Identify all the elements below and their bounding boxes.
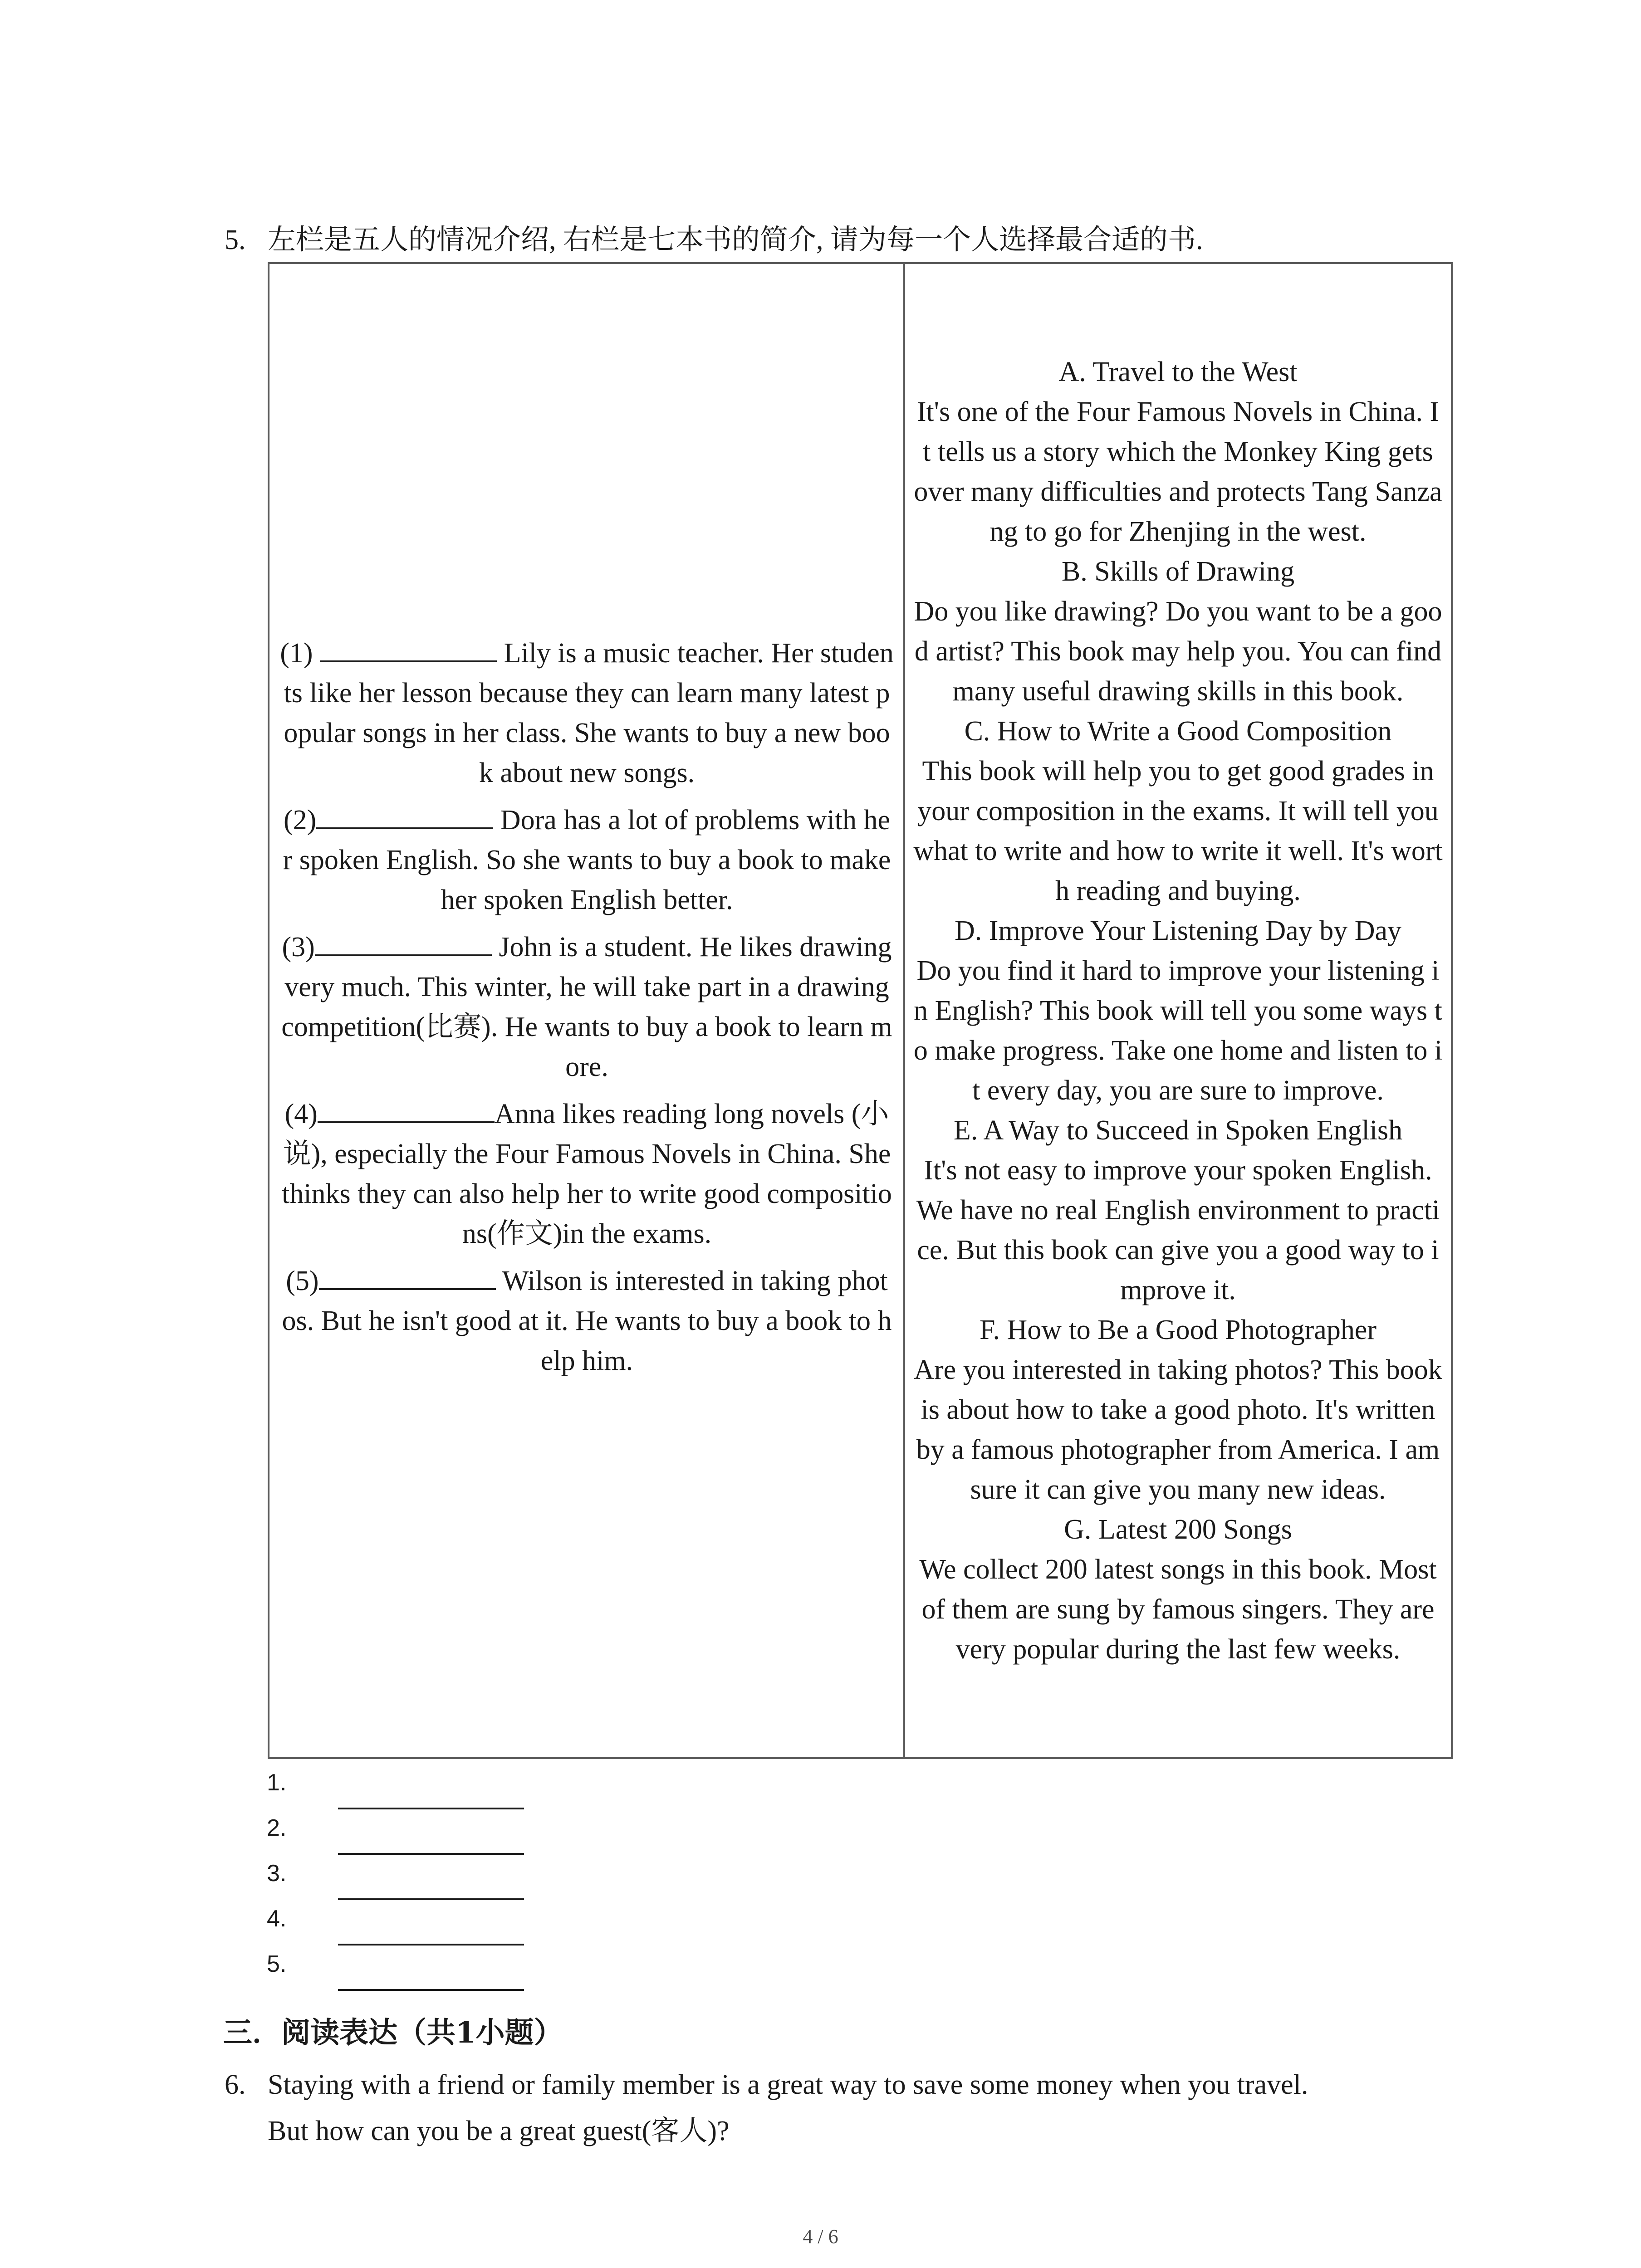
book-item [913,711,1443,911]
answer-blank[interactable] [319,1261,496,1290]
section-title: 三．阅读表达（共1小题） [223,2016,563,2050]
book-item [913,1310,1443,1510]
person-item: (5) Wilson is interested in taking photos. But he isn't good at it. He wants to buy a book to help him. [279,1261,894,1381]
answer-row: 3. [267,1860,287,1887]
book-title: D. Improve Your Listening Day by Day [954,915,1401,946]
book-description: This book will help you to get good grades in your composition in the exams. It will tell you what to write and how to write it well. It's worth reading and buying. [913,756,1443,906]
question-number: 6. [225,2069,246,2100]
answer-blank[interactable] [316,800,493,829]
answer-line[interactable] [338,1898,524,1900]
answer-blank[interactable] [318,1094,495,1123]
answer-line[interactable] [338,1853,524,1855]
person-item: (3) John is a student. He likes drawing very much. This winter, he will take part in a drawing competition(比赛). He wants to buy a book to learn more. [279,927,894,1087]
book-title: G. Latest 200 Songs [1064,1514,1292,1545]
answer-blank[interactable] [315,927,492,956]
books-column [904,263,1452,1758]
book-item [913,1510,1443,1669]
question-6 [225,2062,1308,2154]
book-description: It's one of the Four Famous Novels in China. It tells us a story which the Monkey King gets over many difficulties and protects Tang Sanzang to go for Zhenjing in the west. [914,396,1442,547]
answer-blank[interactable] [320,633,497,662]
book-title: C. How to Write a Good Composition [964,716,1392,747]
matching-table [268,262,1453,1759]
book-item [913,352,1443,552]
answer-row: 4. [267,1906,287,1932]
answer-line[interactable] [338,1808,524,1809]
question-text-line-1: Staying with a friend or family member is a great way to save some money when you travel. [268,2069,1308,2100]
answer-row: 1. [267,1769,287,1796]
people-column [269,263,904,1758]
answer-row: 2. [267,1815,287,1841]
instruction-text: 左栏是五人的情况介绍, 右栏是七本书的简介, 请为每一个人选择最合适的书. [268,225,1203,255]
person-item: (2) Dora has a lot of problems with her spoken English. So she wants to buy a book to make her spoken English better. [279,800,894,920]
person-item: (4) Anna likes reading long novels (小说), especially the Four Famous Novels in China. She thinks they can also help her to write good compositions(作文)in the exams. [279,1094,894,1254]
person-item: (1) Lily is a music teacher. Her students like her lesson because they can learn many latest popular songs in her class. She wants to buy a new book about new songs. [279,633,894,793]
book-title: B. Skills of Drawing [1061,556,1295,587]
book-description: Are you interested in taking photos? This book is about how to take a good photo. It's written by a famous photographer from America. I am sure it can give you many new ideas. [914,1354,1442,1505]
book-title: F. How to Be a Good Photographer [980,1315,1376,1345]
page-number: 4 / 6 [803,2225,838,2248]
answer-row: 5. [267,1951,287,1977]
answer-line[interactable] [338,1944,524,1945]
question-5-instruction [225,217,1203,257]
book-description: It's not easy to improve your spoken English. We have no real English environment to practice. But this book can give you a good way to improve it. [916,1155,1440,1305]
answer-line[interactable] [338,1989,524,1991]
question-number: 5. [225,225,246,255]
book-description: Do you find it hard to improve your listening in English? This book will tell you some ways to make progress. Take one home and listen to it every day, you are sure to improve. [913,955,1443,1106]
book-title: E. A Way to Succeed in Spoken English [953,1115,1403,1146]
book-title: A. Travel to the West [1058,357,1298,387]
question-text-line-2: But how can you be a great guest(客人)? [268,2116,730,2146]
book-item [913,911,1443,1110]
book-item [913,1110,1443,1310]
book-item [913,552,1443,711]
book-description: Do you like drawing? Do you want to be a good artist? This book may help you. You can find many useful drawing skills in this book. [914,596,1442,707]
book-description: We collect 200 latest songs in this book. Most of them are sung by famous singers. They are very popular during the last few weeks. [919,1554,1437,1665]
